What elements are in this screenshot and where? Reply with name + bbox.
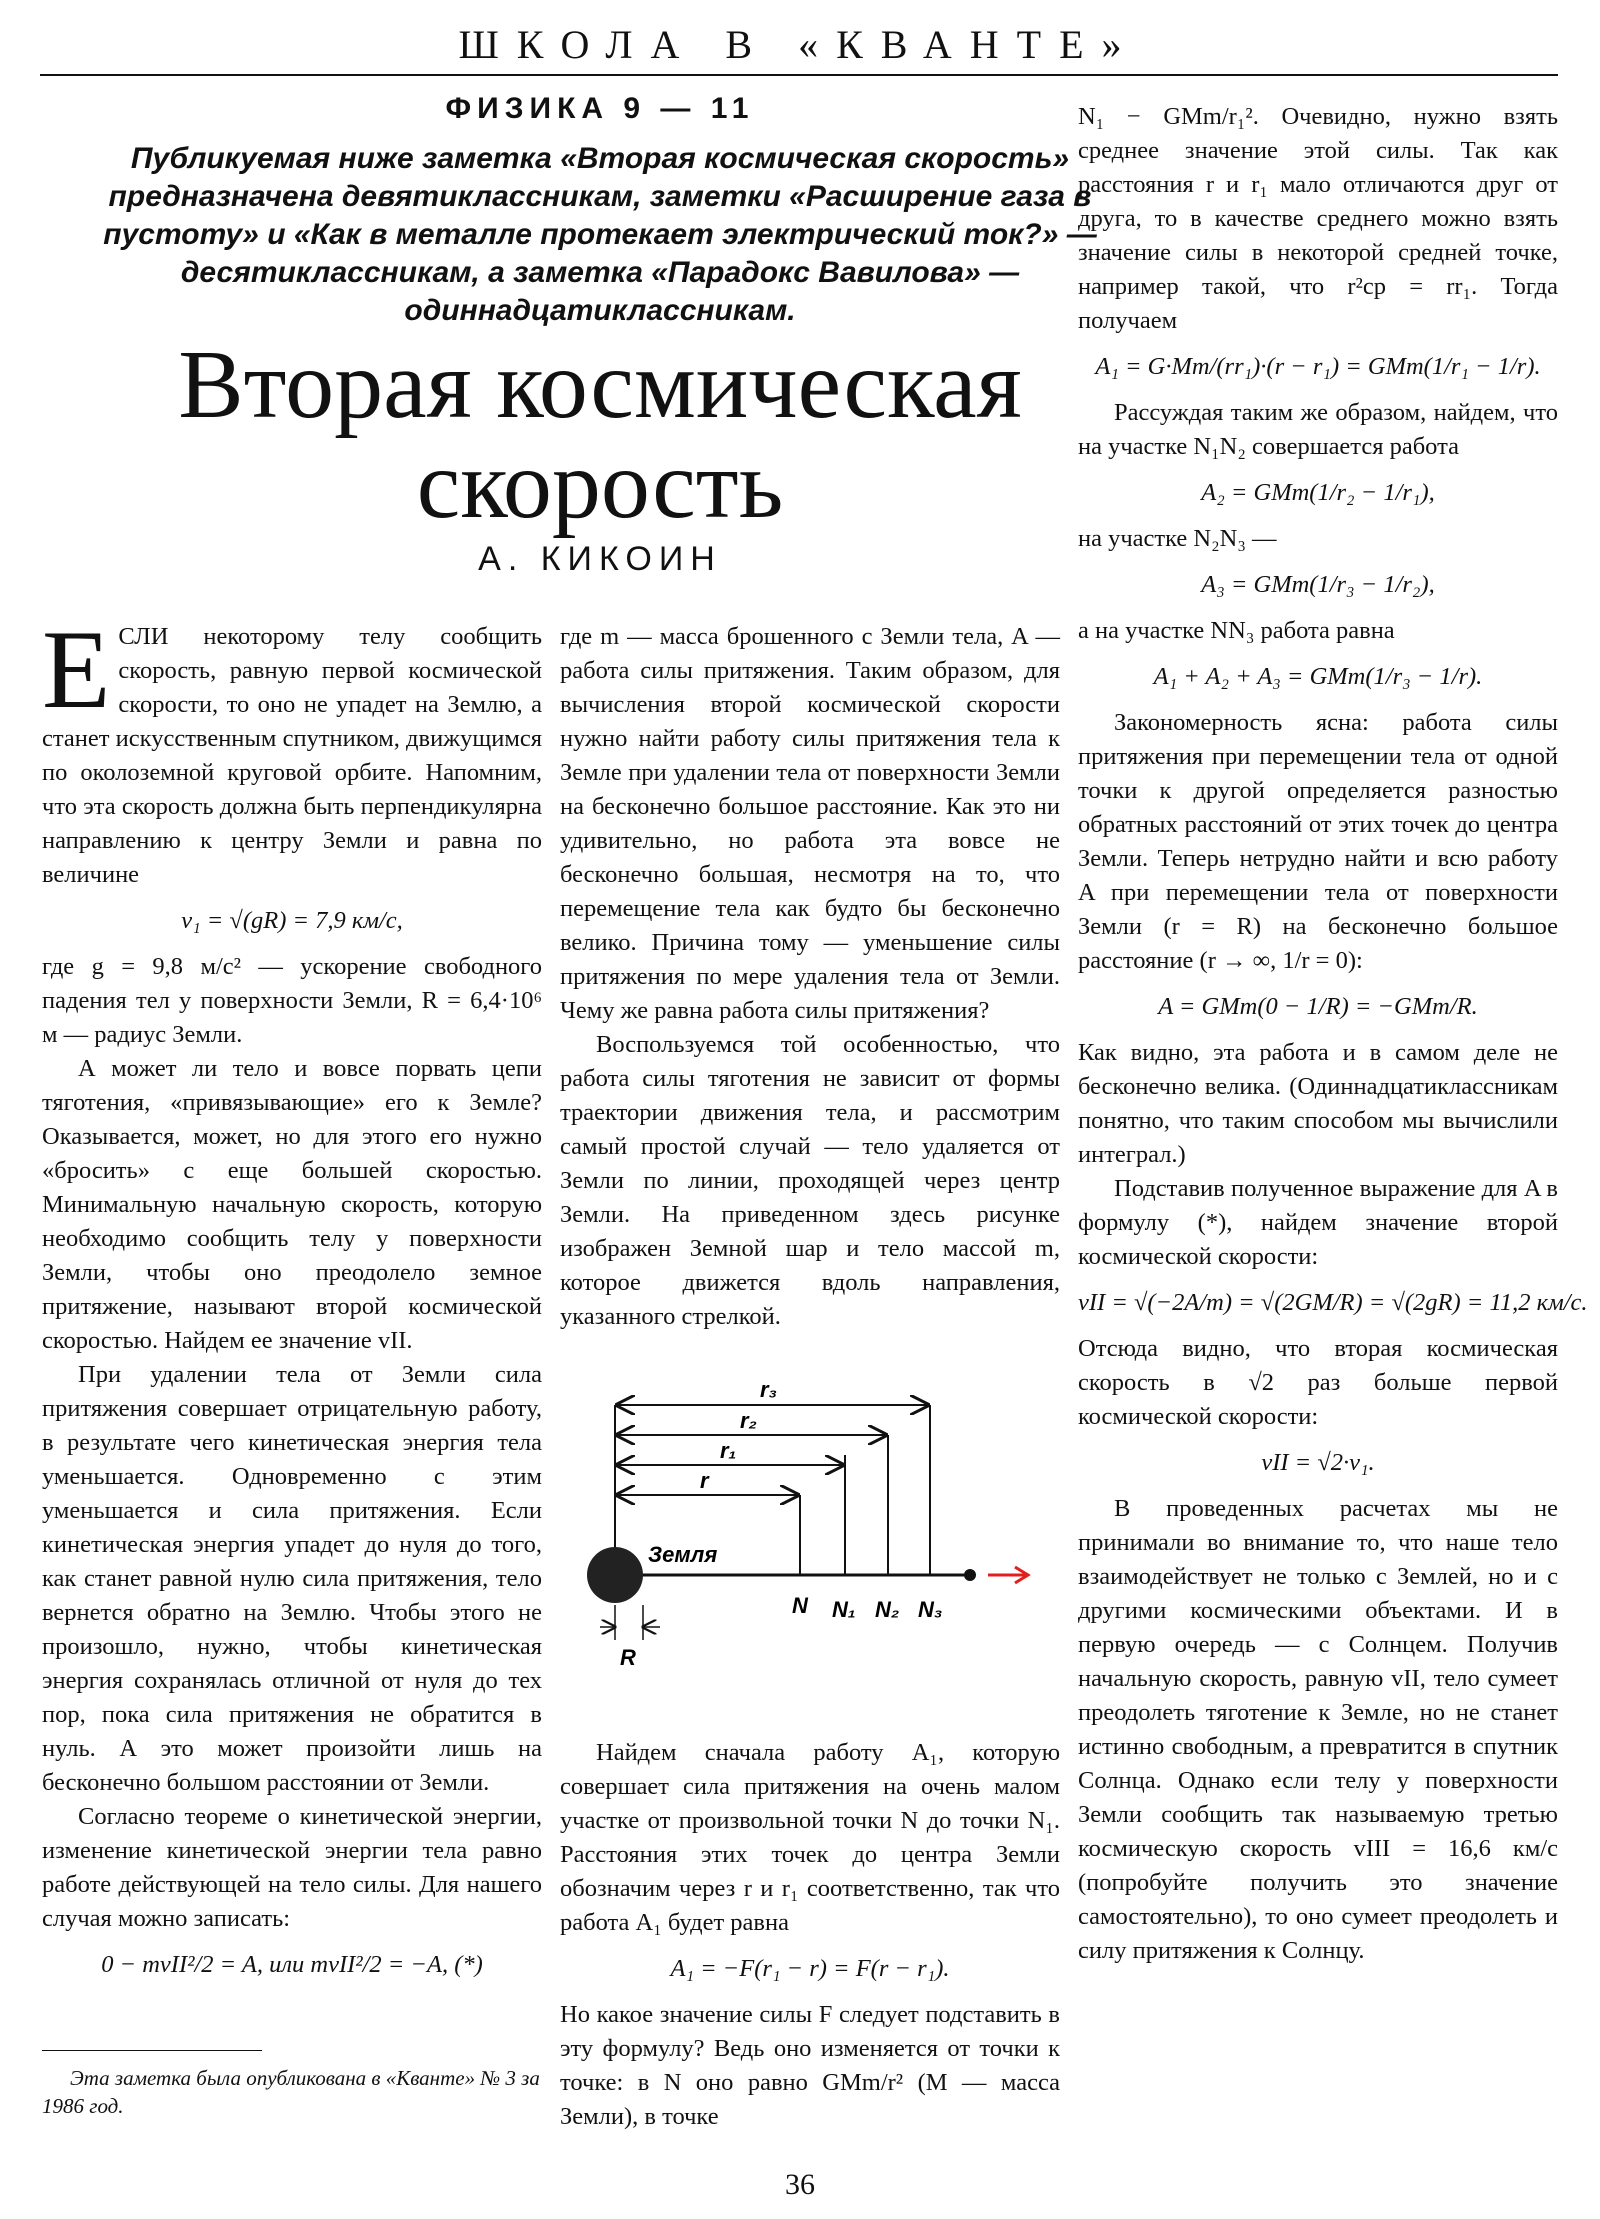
header-rule	[40, 74, 1558, 76]
label-N3: N₃	[918, 1597, 943, 1622]
paragraph: Как видно, эта работа и в самом деле не бесконечно велика. (Одиннадцатиклассникам понятно, что таким способом мы вычислили интеграл.)	[1078, 1039, 1558, 1168]
paragraph: Воспользуемся той особенностью, что работа силы тяготения не зависит от формы траектории движения тела, и рассмотрим самый простой случай — тело удаляется от Земли по линии, проходящей через центр Земли. На приведенном здесь рисунке изображен Земной шар и тело массой m, которое движется вдоль направления, указанного стрелкой.	[560, 1031, 1060, 1330]
paragraph	[42, 608, 542, 892]
article-author: А. КИКОИН	[478, 540, 722, 578]
formula-sum: A₁ + A₂ + A₃ = GMm(1/r₃ − 1/r).	[1153, 663, 1483, 690]
formula-a1: A₁ = G·Mm/(rr₁)·(r − r₁) = GMm(1/r₁ − 1/r).	[1095, 353, 1541, 380]
paragraph: А может ли тело и вовсе порвать цепи тяготения, «привязывающие» его к Земле? Оказывается, может, но для этого его нужно «бросить» с еще большей скоростью. Минимальную начальную скорость, которую необходимо сообщить телу у поверхности Земли, чтобы оно преодолело земное притяжение, называют второй космической скоростью. Найдем ее значение vII.	[42, 1055, 542, 1354]
formula-kinetic-energy: 0 − mvII²/2 = A, или mvII²/2 = −A, (*)	[101, 1951, 483, 1978]
formula-first-cosmic-speed: v₁ = √(gR) = 7,9 км/с,	[181, 907, 403, 934]
column-3	[1078, 100, 1588, 1968]
paragraph: При удалении тела от Земли сила притяжения совершает отрицательную работу, в результате чего кинетическая энергия тела уменьшается. Одновременно с этим уменьшается и сила притяжения. Если кинетическая энергия упадет до нуля до того, как станет равной нулю сила притяжения, тело вернется обратно на Землю. Чтобы этого не произошло, нужно, чтобы кинетическая энергия сохранялась отличной от нуля до тех пор, пока сила притяжения не обратится в нуль. А это может произойти лишь на бесконечно большом расстоянии от Земли.	[42, 1361, 542, 1796]
body-dot	[964, 1569, 976, 1581]
formula-total-work: A = GMm(0 − 1/R) = −GMm/R.	[1158, 993, 1478, 1020]
label-r3: r₃	[760, 1377, 778, 1402]
paragraph-text: СЛИ некоторому телу сообщить скорость, равную первой космической скорости, то оно не упадет на Землю, а станет искусственным спутником, движущимся по околоземной круговой орбите. Напомним, что эта скорость должна быть перпендикулярна направлению к центру Земли и равна по величине	[42, 623, 542, 888]
intro-note: Публикуемая ниже заметка «Вторая космическая скорость» предназначена девятиклассникам, заметки «Расширение газа в пустоту» и «Как в металле протекает электрический ток?» — десятиклассникам, а заметка «Парадокс Вавилова» — одиннадцатиклассникам.	[103, 142, 1097, 327]
paragraph: Подставив полученное выражение для A в формулу (*), найдем значение второй космической скорости:	[1078, 1175, 1558, 1270]
formula-a3: A₃ = GMm(1/r₃ − 1/r₂),	[1201, 571, 1435, 598]
rubric-heading: ФИЗИКА 9 — 11	[445, 92, 755, 125]
paragraph: Отсюда видно, что вторая космическая скорость в √2 раз больше первой космической скорости:	[1078, 1335, 1558, 1430]
footnote: Эта заметка была опубликована в «Кванте» № 3 за 1986 год.	[42, 2066, 540, 2118]
label-N1: N₁	[832, 1597, 856, 1622]
label-r2: r₂	[740, 1408, 757, 1433]
paragraph: где m — масса брошенного с Земли тела, A — работа силы притяжения. Таким образом, для вычисления второй космической скорости нужно найти работу силы притяжения тела к Земле при удалении тела от поверхности Земли на бесконечно большое расстояние. Как это ни удивительно, но работа эта вовсе не бесконечно большая, несмотря на то, что перемещение тела как будто бы бесконечно велико. Причина тому — уменьшение силы притяжения по мере удаления тела от Земли. Чему же равна работа силы притяжения?	[560, 623, 1060, 1024]
paragraph: Закономерность ясна: работа силы притяжения при перемещении тела от одной точки к другой определяется разностью обратных расстояний от этих точек до центра Земли. Теперь нетрудно найти и всю работу A при перемещении тела от поверхности Земли (r = R) на бесконечно большое расстояние (r → ∞, 1/r = 0):	[1078, 709, 1558, 974]
footnote-rule	[42, 2050, 262, 2051]
paragraph: Но какое значение силы F следует подставить в эту формулу? Ведь оно изменяется от точки к точке: в N оно равно GMm/r² (M — масса Земли), в точке	[560, 2001, 1060, 2130]
label-earth: Земля	[648, 1542, 718, 1567]
title-line-2: скорость	[416, 431, 784, 539]
paragraph: а на участке NN₃ работа равна	[1078, 617, 1395, 644]
formula-second-cosmic-speed: vII = √(−2A/m) = √(2GM/R) = √(2gR) = 11,2 км/с.	[1078, 1289, 1588, 1316]
section-header: ШКОЛА В «КВАНТЕ»	[458, 22, 1140, 67]
label-N: N	[792, 1593, 808, 1618]
label-r: r	[700, 1468, 709, 1493]
formula-ratio: vII = √2·v₁.	[1261, 1449, 1375, 1476]
title-line-1: Вторая космическая	[178, 331, 1022, 439]
paragraph: где g = 9,8 м/с² — ускорение свободного падения тел у поверхности Земли, R = 6,4·10⁶ м — радиус Земли.	[42, 953, 542, 1048]
paragraph: N₁ − GMm/r₁². Очевидно, нужно взять среднее значение этой силы. Так как расстояния r и r₁ мало отличаются друг от друга, то в качестве среднего можно взять значение силы в некоторой средней точке, например такой, что r²ср = rr₁. Тогда получаем	[1078, 103, 1558, 334]
label-R: R	[620, 1645, 636, 1670]
article-title	[80, 331, 1120, 539]
formula-work-a1: A₁ = −F(r₁ − r) = F(r − r₁).	[670, 1955, 950, 1982]
paragraph: В проведенных расчетах мы не принимали во внимание то, что наше тело взаимодействует не только с Землей, но и с другими космическими объектами. И в первую очередь — с Солнцем. Получив начальную скорость, равную vII, тело сумеет преодолеть тяготение к Земле, но не станет истинно свободным, а превратится в спутник Солнца. Однако если телу у поверхности Земли сообщить так называемую третью космическую скорость vIII = 16,6 км/с (попробуйте получить это значение самостоятельно), то оно сумеет преодолеть и силу притяжения к Солнцу.	[1078, 1495, 1558, 1964]
column-1	[42, 608, 542, 1994]
earth-ball	[587, 1547, 643, 1603]
page-number: 36	[785, 2168, 815, 2201]
formula-a2: A₂ = GMm(1/r₂ − 1/r₁),	[1201, 479, 1435, 506]
paragraph: на участке N₂N₃ —	[1078, 525, 1277, 552]
earth-distance-diagram	[570, 1365, 1050, 1685]
label-r1: r₁	[720, 1438, 737, 1463]
paragraph: Рассуждая таким же образом, найдем, что на участке N₁N₂ совершается работа	[1078, 399, 1558, 460]
paragraph: Согласно теореме о кинетической энергии, изменение кинетической энергии тела равно работе действующей на тело силы. Для нашего случая можно записать:	[42, 1803, 542, 1932]
label-N2: N₂	[875, 1597, 900, 1622]
drop-cap: Е	[42, 608, 111, 732]
paragraph: Найдем сначала работу A₁, которую совершает сила притяжения на очень малом участке от произвольной точки N до точки N₁. Расстояния этих точек до центра Земли обозначим через r и r₁ соответственно, так что работа A₁ будет равна	[560, 1739, 1060, 1936]
